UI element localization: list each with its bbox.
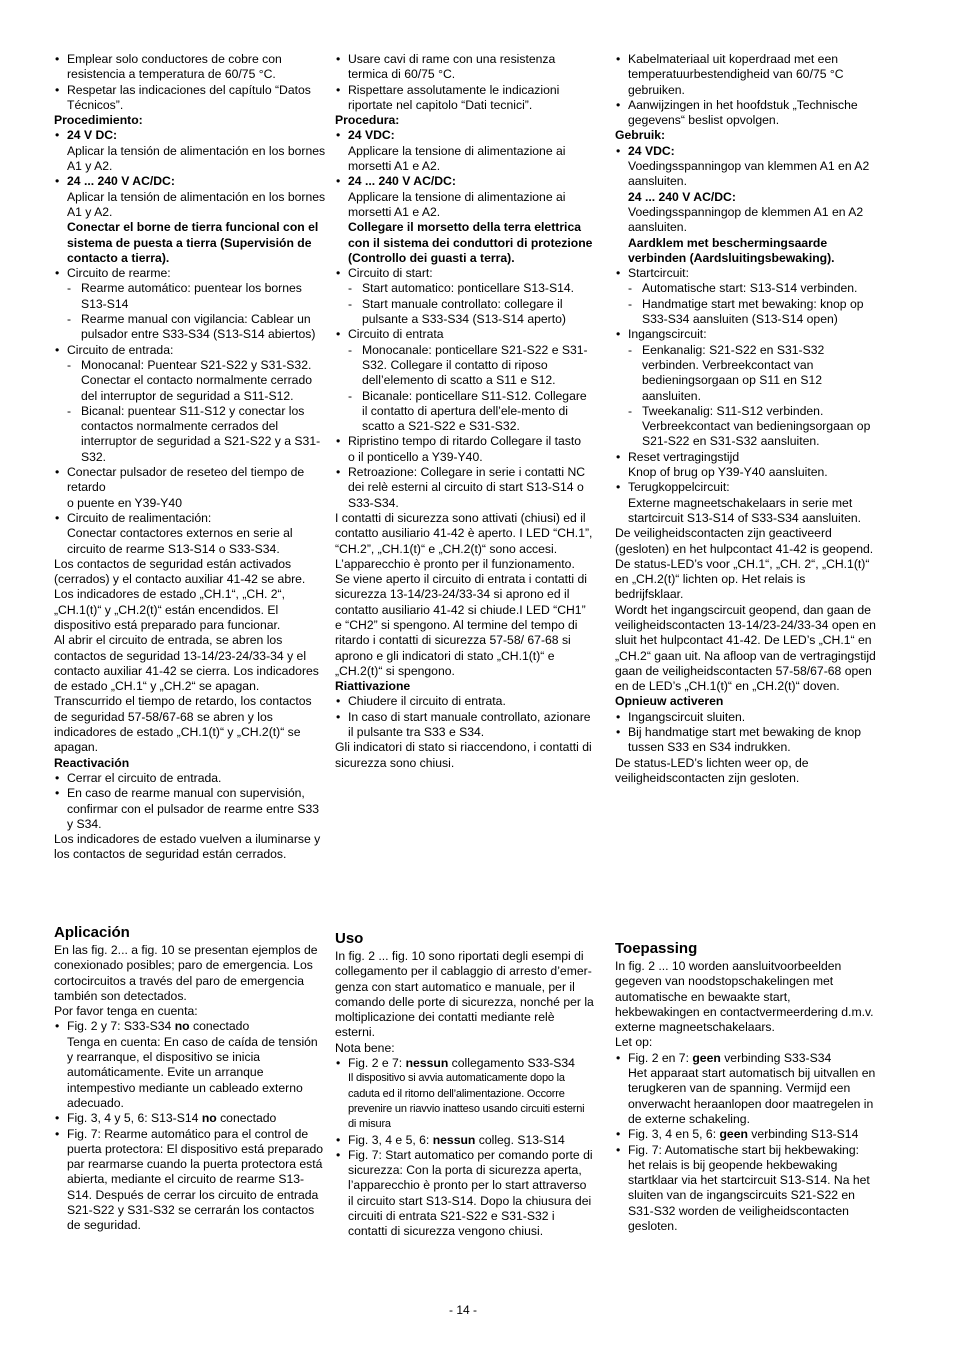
list-item xyxy=(615,1051,877,1066)
text-run: Riattivazione xyxy=(335,679,411,694)
list-item xyxy=(335,83,595,114)
text-run: In fig. 2 ... 10 worden aansluitvoorbeelden gegeven van noodstopschakelingen met automatische en bewaakte start, hekbewakingen en contactvermeerdering d.m.v. externe magneetschakelaars. xyxy=(615,959,874,1035)
list-item xyxy=(54,786,326,832)
text-run: Voedingsspanningop de klemmen A1 en A2 aansluiten. xyxy=(628,204,864,235)
text-run: En las fig. 2... a fig. 10 se presentan ejemplos de conexionado posibles; paro de emergencia. Los cortocircuitos a través del paro de emergencia también son detectados. xyxy=(54,943,318,1003)
text-run: Circuito di entrata xyxy=(348,327,444,342)
sub-list-item xyxy=(54,358,326,404)
bullet-list xyxy=(54,511,326,526)
list-item xyxy=(54,174,326,189)
paragraph xyxy=(54,943,326,1004)
text-run: Collegare il morsetto della terra elettrica con il sistema dei conduttori di protezione (Controllo dei guasti a terra). xyxy=(348,220,593,265)
text-run: 24 VDC: xyxy=(348,128,395,143)
list-item xyxy=(615,266,877,281)
list-item xyxy=(615,725,877,756)
paragraph xyxy=(615,526,877,602)
section-heading xyxy=(335,930,595,948)
text-run: Los contactos de seguridad están activados (cerrados) y el contacto auxiliar 41-42 se abre. Los indicadores de estado „CH.1“, „CH. 2“, „CH.1(t)“ y „CH.2(t)“ están encendidos. El dispositivo está preparado para funcionar. xyxy=(54,556,306,632)
text-run: I contatti di sicurezza sono attivati (chiusi) ed il contatto ausiliario 41-42 è aperto. I LED “CH.1”, “CH.2”, „CH.1(t)“ e „CH.2(t)“ sono accesi. L’apparecchio è pronto per il funzionamento. xyxy=(335,510,593,571)
list-item xyxy=(335,128,595,143)
section-application xyxy=(54,924,326,1234)
section-operation xyxy=(335,52,595,771)
text-run: De status-LED’s lichten weer op, de veiligheidscontacten zijn gesloten. xyxy=(615,755,809,785)
text-run: De veiligheidscontacten zijn geactiveerd (gesloten) en het hulpcontact 41-42 is geopend. De status-LED’s voor „CH.1“, „CH. 2“, „CH.1(t)“ en „CH.2(t)“ lichten op. Het relais is bedrijfsklaar. xyxy=(615,526,874,602)
text-run: geen xyxy=(692,1050,721,1065)
list-item xyxy=(54,771,326,786)
text-run: o puente en Y39-Y40 xyxy=(67,495,182,510)
list-item xyxy=(335,465,595,511)
indented-paragraph xyxy=(335,190,595,221)
text-run: Start automatico: ponticellare S13-S14. xyxy=(362,281,575,296)
indented-paragraph xyxy=(615,159,877,190)
text-run: Respetar las indicaciones del capítulo “Datos Técnicos”. xyxy=(67,82,311,112)
text-run: Fig. 2 en 7: xyxy=(628,1050,693,1065)
paragraph xyxy=(615,694,877,709)
text-run: Usare cavi di rame con una resistenza termica di 60/75 °C. xyxy=(348,52,556,82)
bullet-list xyxy=(615,266,877,465)
paragraph xyxy=(335,740,595,771)
sub-list-item xyxy=(54,404,326,465)
text-run: Rearme manual con vigilancia: Cablear un pulsador entre S33-S34 (S13-S14 abiertos) xyxy=(81,312,316,342)
indented-paragraph xyxy=(54,220,326,266)
text-run: Fig. 2 e 7: xyxy=(348,1056,406,1071)
text-run: Aplicar la tensión de alimentación en los bornes A1 y A2. xyxy=(67,143,326,174)
section-operation xyxy=(615,52,877,786)
text-run: nessun xyxy=(405,1056,449,1071)
text-run: Fig. 3, 4 e 5, 6: xyxy=(348,1132,433,1147)
paragraph xyxy=(615,959,877,1035)
indented-paragraph xyxy=(54,526,326,557)
indented-paragraph xyxy=(335,144,595,175)
text-run: Fig. 7: Automatische start bij hekbewaking: het relais is bij geopende hekbewaking startklaar via het startcircuit S13-S14. Na het sluiten van de ingangscircuits S21-S22 en S31-S32 worden de veiligheidscontacten gesloten. xyxy=(628,1142,870,1234)
list-item xyxy=(335,694,595,709)
text-run: Il dispositivo si avvia automaticamente dopo la caduta ed il ritorno dell’alimentazione. Occorre prevenire un riavvio inatteso usando circuiti esterni di misura xyxy=(348,1072,585,1131)
paragraph xyxy=(54,113,326,128)
list-item xyxy=(54,465,326,496)
text-run: o il ponticello a Y39-Y40. xyxy=(348,449,483,464)
list-item xyxy=(54,52,326,83)
text-run: Cerrar el circuito de entrada. xyxy=(67,770,222,785)
text-run: Fig. 7: Start automatico per comando porte di sicurezza: Con la porta di sicurezza aperta, l’apparecchio è pronto per lo start attraverso il circuito start S13-S14. Dopo la chiusura dei circuiti di entrata S21-S22 e S31-S32 i contatti di sicurezza vengono chiusi. xyxy=(348,1147,593,1239)
indented-paragraph xyxy=(54,496,326,511)
indented-paragraph xyxy=(615,465,877,480)
paragraph xyxy=(54,557,326,633)
text-run: Knop of brug op Y39-Y40 aansluiten. xyxy=(628,465,828,480)
text-run: Monocanale: ponticellare S21-S22 e S31-S32. Collegare il contatto di riposo dell’elemento di scatto a S11 e S12. xyxy=(362,342,588,388)
paragraph xyxy=(335,511,595,572)
section-operation xyxy=(54,52,326,863)
list-item xyxy=(615,1143,877,1235)
text-run: Kabelmateriaal uit koperdraad met een temperatuurbestendigheid van 60/75 °C gebruiken. xyxy=(628,52,844,97)
text-run: Ingangscircuit: xyxy=(628,327,707,342)
list-item xyxy=(615,52,877,98)
text-run: In caso di start manuale controllato, azionare il pulsante tra S33 e S34. xyxy=(348,709,591,740)
bullet-list xyxy=(54,174,326,189)
text-run: Tweekanalig: S11-S12 verbinden. Verbreekcontact van bedieningsorgaan op S21-S22 en S31-S32 aansluiten. xyxy=(642,403,871,449)
paragraph xyxy=(54,633,326,755)
bullet-list xyxy=(54,771,326,832)
bullet-list xyxy=(615,1051,877,1066)
text-run: Reset vertragingstijd xyxy=(628,449,740,464)
indented-paragraph xyxy=(615,205,877,236)
text-run: Conectar contactores externos en serie al circuito de rearme S13-S14 o S33-S34. xyxy=(67,526,293,556)
text-run: Nota bene: xyxy=(335,1040,395,1055)
text-run: Wordt het ingangscircuit geopend, dan gaan de veiligheidscontacten 13-14/23-24/33-34 open en sluit het hulpcontact 41-42. De LED’s „CH.1“ en „CH.2“ gaan uit. Na afloop van de vertragingstijd gaan de veiligheidscontacten 57-58/67-68 open en de LED’s „CH.1(t)“ en „CH.2(t)“ doven. xyxy=(615,602,876,694)
text-run: conectado xyxy=(216,1111,277,1126)
paragraph xyxy=(54,1004,326,1019)
text-run: Startcircuit: xyxy=(628,266,689,281)
text-run: Aplicación xyxy=(54,924,130,941)
text-run: Voedingsspanningop van klemmen A1 en A2 aansluiten. xyxy=(628,159,870,189)
list-item xyxy=(54,511,326,526)
text-run: colleg. S13-S14 xyxy=(475,1132,565,1147)
list-item xyxy=(615,327,877,342)
list-item xyxy=(335,174,595,189)
list-item xyxy=(54,266,326,281)
text-run: Circuito de rearme: xyxy=(67,266,171,281)
text-run: Applicare la tensione di alimentazione ai morsetti A1 e A2. xyxy=(348,143,566,174)
text-run: Circuito de entrada: xyxy=(67,342,174,357)
text-run: verbinding S13-S14 xyxy=(747,1127,859,1142)
text-run: Bij handmatige start met bewaking de knop tussen S33 en S34 indrukken. xyxy=(628,725,862,755)
text-run: Fig. 3, 4 y 5, 6: S13-S14 xyxy=(67,1111,202,1126)
text-run: no xyxy=(201,1111,217,1126)
text-run: 24 V DC: xyxy=(67,128,118,143)
indented-paragraph xyxy=(615,236,877,267)
text-run: Ingangscircuit sluiten. xyxy=(628,709,746,724)
sub-list-item xyxy=(335,343,595,389)
bullet-list xyxy=(615,144,877,159)
list-item xyxy=(615,144,877,159)
bullet-list xyxy=(615,480,877,495)
section-application xyxy=(335,930,595,1240)
text-run: Aardklem met beschermingsaarde verbinden (Aardsluitingsbewaking). xyxy=(628,235,835,265)
text-run: no xyxy=(174,1019,190,1034)
text-run: Emplear solo conductores de cobre con resistencia a temperatura de 60/75 °C. xyxy=(67,52,282,82)
indented-paragraph xyxy=(54,1035,326,1111)
text-run: Eenkanalig: S21-S22 en S31-S32 verbinden. Verbreekcontact van bedieningsorgaan op S11 en S12 aansluiten. xyxy=(642,342,825,403)
list-item xyxy=(335,1148,595,1240)
list-item xyxy=(615,710,877,725)
paragraph xyxy=(615,756,877,787)
list-item xyxy=(54,343,326,358)
text-run: Bicanale: ponticellare S11-S12. Collegare il contatto di apertura dell’ele-mento di scatto a S21-S22 e S31-S32. xyxy=(362,388,587,434)
list-item xyxy=(54,83,326,114)
text-run: collegamento S33-S34 xyxy=(448,1056,575,1071)
text-run: 24 ... 240 V AC/DC: xyxy=(628,189,736,204)
text-run: Externe magneetschakelaars in serie met startcircuit S13-S14 of S33-S34 aansluiten. xyxy=(628,495,862,525)
list-item xyxy=(335,266,595,281)
paragraph xyxy=(335,572,595,679)
page-number: - 14 - xyxy=(448,1303,477,1317)
bullet-list xyxy=(335,1056,595,1071)
sub-list-item xyxy=(615,281,877,296)
list-item xyxy=(335,52,595,83)
sub-list-item xyxy=(615,404,877,450)
indented-paragraph xyxy=(54,190,326,221)
text-run: Circuito de realimentación: xyxy=(67,510,212,525)
bullet-list xyxy=(54,1111,326,1233)
bullet-list xyxy=(335,465,595,511)
list-item xyxy=(615,450,877,465)
text-run: Uso xyxy=(335,930,364,947)
bullet-list xyxy=(335,694,595,740)
text-run: 24 ... 240 V AC/DC: xyxy=(348,174,456,189)
sub-list-item xyxy=(54,281,326,312)
text-run: conectado xyxy=(189,1019,250,1034)
text-run: Por favor tenga en cuenta: xyxy=(54,1004,198,1019)
text-run: Rearme automático: puentear los bornes S13-S14 xyxy=(81,281,302,311)
text-run: nessun xyxy=(432,1132,476,1147)
text-run: Se viene aperto il circuito di entrata i contatti di sicurezza 13-14/23-24/33-34 si aprono ed il contatto ausiliario 41-42 si chiude.I LED “CH1” e “CH2” si spengono. Al termine del tempo di ritardo i contatti di sicurezza 57-58/ 67-68 si aprono e gli indicatori di stato „CH.1(t)“ e „CH.2(t)“ si spengono. xyxy=(335,572,588,678)
text-run: Ripristino tempo di ritardo Collegare il tasto xyxy=(348,434,582,449)
indented-paragraph xyxy=(615,496,877,527)
text-run: verbinding S33-S34 xyxy=(720,1050,832,1065)
text-run: Applicare la tensione di alimentazione ai morsetti A1 e A2. xyxy=(348,189,566,219)
text-run: Retroazione: Collegare in serie i contatti NC dei relè esterni al circuito di start S13-S14 o S33-S34. xyxy=(348,465,586,510)
text-run: Fig. 2 y 7: S33-S34 xyxy=(67,1019,175,1034)
text-run: Tenga en cuenta: En caso de caída de tensión y rearranque, el dispositivo se inicia automáticamente. Evite un arranque intempestivo mediante un cableado externo adecuado. xyxy=(67,1034,318,1110)
indented-paragraph xyxy=(335,450,595,465)
indented-paragraph xyxy=(615,1066,877,1127)
paragraph xyxy=(335,113,595,128)
paragraph xyxy=(54,832,326,863)
text-run: En caso de rearme manual con supervisión, confirmar con el pulsador de rearme entre S33 y S34. xyxy=(67,786,320,831)
bullet-list xyxy=(335,174,595,189)
bullet-list xyxy=(335,128,595,143)
sub-list-item xyxy=(335,281,595,296)
text-run: Automatische start: S13-S14 verbinden. xyxy=(642,281,858,296)
indented-paragraph xyxy=(335,1071,595,1132)
bullet-list xyxy=(54,266,326,495)
text-run: Fig. 3, 4 en 5, 6: xyxy=(628,1127,720,1142)
paragraph xyxy=(335,1041,595,1056)
text-run: Terugkoppelcircuit: xyxy=(628,480,730,495)
bullet-list xyxy=(615,1127,877,1234)
section-heading xyxy=(615,940,877,958)
list-item xyxy=(335,710,595,741)
text-run: Conectar el borne de tierra funcional con el sistema de puesta a tierra (Supervisión de contacto a tierra). xyxy=(67,220,319,265)
list-item xyxy=(54,1127,326,1234)
text-run: 24 ... 240 V AC/DC: xyxy=(67,174,175,189)
bullet-list xyxy=(54,52,326,113)
bullet-list xyxy=(335,52,595,113)
list-item xyxy=(615,98,877,129)
text-run: Aanwijzingen in het hoofdstuk „Technische gegevens“ beslist opvolgen. xyxy=(628,97,858,128)
paragraph xyxy=(54,756,326,771)
text-run: Reactivación xyxy=(54,755,130,770)
text-run: Toepassing xyxy=(615,940,698,957)
bullet-list xyxy=(335,266,595,450)
text-run: Let op: xyxy=(615,1035,653,1050)
bullet-list xyxy=(615,52,877,128)
text-run: Al abrir el circuito de entrada, se abren los contactos de seguridad 13-14/23-24/33-34 y el contacto auxiliar 41-42 se cierra. Los indicadores de estado „CH.1“ y „CH.2“ se apagan. Transcurrido el tiempo de retardo, los contactos de seguridad 57-58/67-68 se abren y los indicadores de estado „CH.1(t)“ y „CH.2(t)“ se apagan. xyxy=(54,633,319,755)
text-run: Gli indicatori di stato si riaccendono, i contatti di sicurezza sono chiusi. xyxy=(335,740,592,770)
sub-list-item xyxy=(615,297,877,328)
list-item xyxy=(54,128,326,143)
list-item xyxy=(335,434,595,449)
paragraph xyxy=(615,603,877,695)
list-item xyxy=(335,1056,595,1071)
indented-paragraph xyxy=(335,220,595,266)
indented-paragraph xyxy=(54,144,326,175)
paragraph xyxy=(335,949,595,1041)
text-run: Bicanal: puentear S11-S12 y conectar los contactos normalmente cerrados del interruptor de seguridad a S21-S22 y a S31-S32. xyxy=(81,403,321,464)
sub-list-item xyxy=(335,297,595,328)
section-heading xyxy=(54,924,326,942)
indented-paragraph xyxy=(615,190,877,205)
text-run: geen xyxy=(719,1127,748,1142)
text-run: Los indicadores de estado vuelven a iluminarse y los contactos de seguridad están cerrados. xyxy=(54,832,321,862)
list-item xyxy=(54,1111,326,1126)
text-run: Conectar pulsador de reseteo del tiempo de retardo xyxy=(67,465,305,495)
paragraph xyxy=(615,128,877,143)
text-run: Handmatige start met bewaking: knop op S33-S34 aansluiten (S13-S14 open) xyxy=(642,296,864,327)
text-run: Het apparaat start automatisch bij uitvallen en terugkeren van de spanning. Vermijd een onverwacht heraanlopen door maatregelen in de externe schakeling. xyxy=(628,1066,876,1126)
bullet-list xyxy=(335,1133,595,1240)
text-run: Opnieuw activeren xyxy=(615,694,724,709)
text-run: Circuito di start: xyxy=(348,266,433,281)
text-run: Fig. 7: Rearme automático para el control de puerta protectora: El dispositivo está preparado par rearmarse cuando la puerta protectora está abierta, mediante el circuito de rearme S13-S14. Después de cerrar los circuito de entrada S21-S22 y S31-S32 se cerrarán los contactos de seguridad. xyxy=(67,1126,324,1233)
paragraph xyxy=(615,1035,877,1050)
bullet-list xyxy=(54,1019,326,1034)
text-run: In fig. 2 ... fig. 10 sono riportati degli esempi di collegamento per il cablaggio di arresto d’emer-genza con start automatico e manuale, per il comando delle porte di sicurezza, nonché per la moltiplicazione dei contatti mediante relè esterni. xyxy=(335,949,594,1040)
sub-list-item xyxy=(54,312,326,343)
text-run: Procedura: xyxy=(335,113,400,128)
bullet-list xyxy=(615,710,877,756)
text-run: Procedimiento: xyxy=(54,113,143,128)
sub-list-item xyxy=(615,343,877,404)
list-item xyxy=(615,1127,877,1142)
text-run: Rispettare assolutamente le indicazioni riportate nel capitolo “Dati tecnici”. xyxy=(348,82,560,112)
bullet-list xyxy=(54,128,326,143)
text-run: Monocanal: Puentear S21-S22 y S31-S32. Conectar el contacto normalmente cerrado del interruptor de seguridad a S11-S12. xyxy=(81,357,313,403)
text-run: Chiudere il circuito di entrata. xyxy=(348,694,506,709)
text-run: 24 VDC: xyxy=(628,143,675,158)
list-item xyxy=(335,327,595,342)
list-item xyxy=(335,1133,595,1148)
text-run: Gebruik: xyxy=(615,128,666,143)
sub-list-item xyxy=(335,389,595,435)
list-item xyxy=(615,480,877,495)
text-run: Aplicar la tensión de alimentación en los bornes A1 y A2. xyxy=(67,189,326,219)
text-run: Start manuale controllato: collegare il pulsante a S33-S34 (S13-S14 aperto) xyxy=(362,296,566,327)
paragraph xyxy=(335,679,595,694)
list-item xyxy=(54,1019,326,1034)
section-application xyxy=(615,940,877,1234)
